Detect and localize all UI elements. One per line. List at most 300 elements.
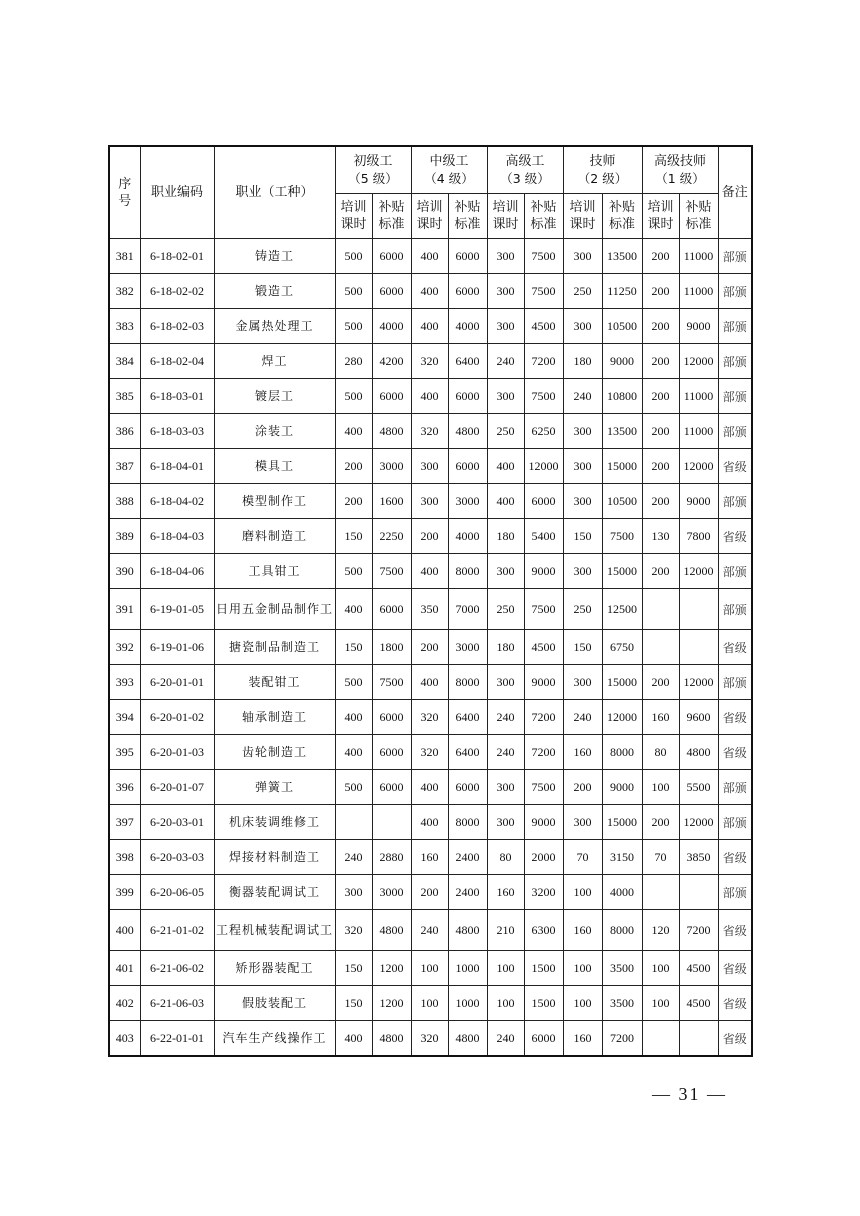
subsidy-cell: 6000	[372, 379, 411, 414]
table-row	[109, 630, 752, 665]
training-hours-cell: 200	[642, 665, 679, 700]
table-row	[109, 519, 752, 554]
training-hours-cell: 400	[411, 379, 448, 414]
row-occupation: 模具工	[214, 449, 335, 484]
training-hours-cell: 200	[563, 770, 602, 805]
row-note: 部颁	[718, 379, 752, 414]
subsidy-cell	[679, 630, 718, 665]
training-hours-cell: 240	[487, 1021, 524, 1057]
training-hours-cell: 400	[411, 239, 448, 274]
row-seq: 392	[109, 630, 140, 665]
subsidy-cell: 7000	[448, 589, 487, 630]
training-hours-cell: 320	[411, 735, 448, 770]
header-training-hours: 培训 课时	[335, 194, 372, 239]
training-hours-cell: 250	[487, 414, 524, 449]
row-code: 6-19-01-06	[140, 630, 214, 665]
training-hours-cell: 300	[487, 665, 524, 700]
row-seq: 390	[109, 554, 140, 589]
subsidy-cell: 8000	[602, 735, 642, 770]
subsidy-cell: 8000	[448, 665, 487, 700]
row-occupation: 装配钳工	[214, 665, 335, 700]
training-hours-cell: 240	[563, 379, 602, 414]
training-hours-cell: 250	[487, 589, 524, 630]
subsidy-cell: 12000	[679, 554, 718, 589]
training-hours-cell: 200	[411, 875, 448, 910]
training-hours-cell: 240	[335, 840, 372, 875]
header-seq: 序 号	[109, 146, 140, 239]
training-hours-cell: 300	[487, 770, 524, 805]
occupation-subsidy-table	[108, 145, 753, 1057]
subsidy-cell: 1000	[448, 986, 487, 1021]
subsidy-cell: 4800	[372, 1021, 411, 1057]
row-code: 6-18-03-01	[140, 379, 214, 414]
subsidy-cell: 6000	[448, 449, 487, 484]
subsidy-cell: 10500	[602, 309, 642, 344]
training-hours-cell: 280	[335, 344, 372, 379]
row-code: 6-18-02-02	[140, 274, 214, 309]
level-name: 中级工	[429, 154, 469, 169]
header-subsidy-standard: 补贴 标准	[679, 194, 718, 239]
subsidy-cell: 13500	[602, 414, 642, 449]
page-number: — 31 —	[652, 1084, 727, 1104]
level-grade: （1 级）	[655, 171, 705, 186]
training-hours-cell: 250	[563, 589, 602, 630]
subsidy-cell: 2250	[372, 519, 411, 554]
subsidy-cell: 6000	[372, 735, 411, 770]
subsidy-cell: 7200	[524, 700, 563, 735]
subsidy-cell	[372, 805, 411, 840]
row-note: 省级	[718, 951, 752, 986]
subsidy-cell: 3500	[602, 951, 642, 986]
training-hours-cell: 100	[563, 951, 602, 986]
subsidy-cell: 3000	[448, 484, 487, 519]
training-hours-cell: 200	[335, 449, 372, 484]
training-hours-cell: 150	[563, 630, 602, 665]
subsidy-cell: 15000	[602, 665, 642, 700]
subsidy-cell: 4000	[448, 519, 487, 554]
training-hours-cell: 320	[335, 910, 372, 951]
subsidy-cell: 2880	[372, 840, 411, 875]
row-code: 6-19-01-05	[140, 589, 214, 630]
training-hours-cell: 240	[411, 910, 448, 951]
training-hours-cell: 500	[335, 554, 372, 589]
subsidy-cell: 12500	[602, 589, 642, 630]
training-hours-cell: 300	[411, 449, 448, 484]
subsidy-cell: 1800	[372, 630, 411, 665]
header-level-4	[411, 146, 487, 194]
training-hours-cell: 320	[411, 344, 448, 379]
row-occupation: 假肢装配工	[214, 986, 335, 1021]
row-occupation: 日用五金制品制作工	[214, 589, 335, 630]
subsidy-cell: 7500	[602, 519, 642, 554]
training-hours-cell: 200	[642, 309, 679, 344]
training-hours-cell: 400	[411, 805, 448, 840]
table-row	[109, 589, 752, 630]
row-seq: 385	[109, 379, 140, 414]
table-row	[109, 770, 752, 805]
training-hours-cell: 240	[487, 735, 524, 770]
level-grade: （2 级）	[577, 171, 628, 186]
table-row	[109, 449, 752, 484]
row-note: 部颁	[718, 414, 752, 449]
subsidy-cell: 4000	[372, 309, 411, 344]
table-row	[109, 1021, 752, 1057]
training-hours-cell: 400	[335, 700, 372, 735]
row-code: 6-20-06-05	[140, 875, 214, 910]
subsidy-cell: 9000	[524, 665, 563, 700]
subsidy-cell: 6000	[372, 239, 411, 274]
row-note: 部颁	[718, 875, 752, 910]
training-hours-cell: 200	[642, 414, 679, 449]
subsidy-cell: 1200	[372, 951, 411, 986]
training-hours-cell: 300	[411, 484, 448, 519]
subsidy-cell: 3200	[524, 875, 563, 910]
row-seq: 399	[109, 875, 140, 910]
row-code: 6-21-06-03	[140, 986, 214, 1021]
row-seq: 384	[109, 344, 140, 379]
subsidy-cell: 4500	[679, 986, 718, 1021]
subsidy-cell: 6000	[448, 379, 487, 414]
subsidy-cell: 7200	[602, 1021, 642, 1057]
row-occupation: 涂装工	[214, 414, 335, 449]
training-hours-cell: 300	[487, 274, 524, 309]
subsidy-cell: 8000	[602, 910, 642, 951]
subsidy-cell: 6750	[602, 630, 642, 665]
training-hours-cell: 400	[411, 274, 448, 309]
row-occupation: 焊工	[214, 344, 335, 379]
subsidy-cell: 6000	[448, 770, 487, 805]
row-seq: 386	[109, 414, 140, 449]
row-occupation: 工程机械装配调试工	[214, 910, 335, 951]
table-row	[109, 344, 752, 379]
row-code: 6-18-04-06	[140, 554, 214, 589]
training-hours-cell: 160	[563, 735, 602, 770]
row-occupation: 搪瓷制品制造工	[214, 630, 335, 665]
row-occupation: 磨料制造工	[214, 519, 335, 554]
training-hours-cell: 500	[335, 379, 372, 414]
header-note: 备注	[718, 146, 752, 239]
table-row	[109, 805, 752, 840]
training-hours-cell: 200	[642, 554, 679, 589]
row-code: 6-18-02-01	[140, 239, 214, 274]
training-hours-cell: 400	[335, 735, 372, 770]
subsidy-cell: 6000	[524, 484, 563, 519]
table-row	[109, 239, 752, 274]
row-seq: 400	[109, 910, 140, 951]
level-grade: （4 级）	[424, 171, 474, 186]
training-hours-cell: 210	[487, 910, 524, 951]
row-code: 6-18-02-04	[140, 344, 214, 379]
training-hours-cell	[642, 875, 679, 910]
table-row	[109, 554, 752, 589]
training-hours-cell: 200	[642, 484, 679, 519]
subsidy-cell: 2400	[448, 840, 487, 875]
level-grade: （3 级）	[500, 171, 550, 186]
training-hours-cell: 400	[411, 770, 448, 805]
subsidy-cell: 13500	[602, 239, 642, 274]
training-hours-cell: 150	[335, 630, 372, 665]
subsidy-cell: 7500	[524, 379, 563, 414]
subsidy-cell: 12000	[679, 344, 718, 379]
subsidy-cell: 3850	[679, 840, 718, 875]
subsidy-cell: 9000	[602, 344, 642, 379]
row-code: 6-20-03-03	[140, 840, 214, 875]
row-occupation: 模型制作工	[214, 484, 335, 519]
row-note: 部颁	[718, 274, 752, 309]
subsidy-cell: 1600	[372, 484, 411, 519]
subsidy-cell: 4800	[448, 910, 487, 951]
training-hours-cell: 300	[487, 239, 524, 274]
subsidy-cell: 5400	[524, 519, 563, 554]
subsidy-cell: 9000	[524, 805, 563, 840]
table-row	[109, 875, 752, 910]
header-level-2	[563, 146, 642, 194]
header-occupation: 职业（工种）	[214, 146, 335, 239]
training-hours-cell: 120	[642, 910, 679, 951]
table-row	[109, 986, 752, 1021]
subsidy-cell: 4000	[448, 309, 487, 344]
subsidy-cell: 6000	[448, 239, 487, 274]
subsidy-cell: 6000	[448, 274, 487, 309]
row-code: 6-20-01-02	[140, 700, 214, 735]
training-hours-cell: 100	[563, 875, 602, 910]
training-hours-cell: 400	[411, 554, 448, 589]
subsidy-cell: 1200	[372, 986, 411, 1021]
training-hours-cell: 100	[642, 986, 679, 1021]
subsidy-cell: 6000	[372, 589, 411, 630]
subsidy-cell: 11000	[679, 414, 718, 449]
row-note: 省级	[718, 700, 752, 735]
subsidy-cell: 7500	[524, 589, 563, 630]
training-hours-cell: 150	[335, 519, 372, 554]
subsidy-cell: 6000	[372, 770, 411, 805]
row-seq: 387	[109, 449, 140, 484]
header-subsidy-standard: 补贴 标准	[524, 194, 563, 239]
subsidy-cell: 7200	[679, 910, 718, 951]
row-seq: 401	[109, 951, 140, 986]
subsidy-cell: 6250	[524, 414, 563, 449]
training-hours-cell: 300	[487, 805, 524, 840]
table-row	[109, 379, 752, 414]
subsidy-cell: 1500	[524, 951, 563, 986]
subsidy-cell: 6000	[524, 1021, 563, 1057]
table-row	[109, 840, 752, 875]
row-note: 部颁	[718, 589, 752, 630]
subsidy-cell: 4200	[372, 344, 411, 379]
subsidy-cell: 6400	[448, 344, 487, 379]
subsidy-cell: 9000	[602, 770, 642, 805]
training-hours-cell: 100	[487, 951, 524, 986]
subsidy-cell: 11000	[679, 239, 718, 274]
row-note: 部颁	[718, 805, 752, 840]
row-seq: 394	[109, 700, 140, 735]
row-code: 6-21-06-02	[140, 951, 214, 986]
subsidy-cell: 4800	[448, 1021, 487, 1057]
training-hours-cell	[642, 589, 679, 630]
row-code: 6-20-01-01	[140, 665, 214, 700]
subsidy-cell: 7200	[524, 344, 563, 379]
row-seq: 397	[109, 805, 140, 840]
row-code: 6-21-01-02	[140, 910, 214, 951]
header-training-hours: 培训 课时	[411, 194, 448, 239]
level-name: 技师	[589, 154, 616, 169]
row-note: 部颁	[718, 554, 752, 589]
training-hours-cell: 400	[335, 414, 372, 449]
training-hours-cell: 70	[642, 840, 679, 875]
training-hours-cell: 200	[335, 484, 372, 519]
row-note: 省级	[718, 840, 752, 875]
header-subsidy-standard: 补贴 标准	[448, 194, 487, 239]
row-occupation: 弹簧工	[214, 770, 335, 805]
header-level-3	[487, 146, 563, 194]
subsidy-cell: 7500	[372, 665, 411, 700]
row-occupation: 机床装调维修工	[214, 805, 335, 840]
row-note: 部颁	[718, 344, 752, 379]
training-hours-cell: 320	[411, 1021, 448, 1057]
row-seq: 402	[109, 986, 140, 1021]
training-hours-cell: 400	[411, 309, 448, 344]
training-hours-cell: 240	[487, 344, 524, 379]
row-seq: 383	[109, 309, 140, 344]
subsidy-cell: 15000	[602, 805, 642, 840]
subsidy-cell: 3000	[372, 449, 411, 484]
training-hours-cell: 300	[563, 665, 602, 700]
row-seq: 393	[109, 665, 140, 700]
training-hours-cell: 300	[563, 239, 602, 274]
training-hours-cell: 200	[642, 344, 679, 379]
subsidy-cell: 9000	[524, 554, 563, 589]
training-hours-cell: 200	[642, 239, 679, 274]
subsidy-cell	[679, 1021, 718, 1057]
subsidy-cell: 10800	[602, 379, 642, 414]
subsidy-cell: 8000	[448, 554, 487, 589]
row-note: 省级	[718, 630, 752, 665]
training-hours-cell: 250	[563, 274, 602, 309]
row-occupation: 工具钳工	[214, 554, 335, 589]
training-hours-cell: 160	[487, 875, 524, 910]
level-name: 高级工	[505, 154, 545, 169]
subsidy-cell: 4800	[372, 910, 411, 951]
subsidy-cell: 7500	[524, 239, 563, 274]
table-row	[109, 700, 752, 735]
training-hours-cell: 300	[335, 875, 372, 910]
subsidy-cell: 15000	[602, 554, 642, 589]
subsidy-cell: 7800	[679, 519, 718, 554]
level-name: 初级工	[353, 154, 393, 169]
training-hours-cell	[642, 1021, 679, 1057]
row-code: 6-18-04-01	[140, 449, 214, 484]
header-training-hours: 培训 课时	[487, 194, 524, 239]
training-hours-cell: 200	[642, 805, 679, 840]
subsidy-cell: 12000	[524, 449, 563, 484]
training-hours-cell: 100	[563, 986, 602, 1021]
row-seq: 391	[109, 589, 140, 630]
training-hours-cell: 100	[487, 986, 524, 1021]
training-hours-cell: 200	[642, 274, 679, 309]
training-hours-cell: 100	[642, 770, 679, 805]
row-code: 6-18-04-03	[140, 519, 214, 554]
subsidy-cell: 4000	[602, 875, 642, 910]
row-note: 省级	[718, 449, 752, 484]
training-hours-cell: 300	[563, 554, 602, 589]
subsidy-cell: 3150	[602, 840, 642, 875]
row-seq: 398	[109, 840, 140, 875]
row-seq: 389	[109, 519, 140, 554]
row-note: 部颁	[718, 309, 752, 344]
training-hours-cell: 300	[563, 414, 602, 449]
training-hours-cell: 320	[411, 700, 448, 735]
header-code: 职业编码	[140, 146, 214, 239]
row-note: 省级	[718, 986, 752, 1021]
training-hours-cell: 160	[642, 700, 679, 735]
training-hours-cell: 150	[335, 986, 372, 1021]
row-seq: 403	[109, 1021, 140, 1057]
row-code: 6-22-01-01	[140, 1021, 214, 1057]
row-occupation: 镀层工	[214, 379, 335, 414]
subsidy-cell: 3000	[372, 875, 411, 910]
row-occupation: 焊接材料制造工	[214, 840, 335, 875]
subsidy-cell: 7200	[524, 735, 563, 770]
training-hours-cell: 150	[335, 951, 372, 986]
row-note: 省级	[718, 519, 752, 554]
header-training-hours: 培训 课时	[563, 194, 602, 239]
training-hours-cell: 130	[642, 519, 679, 554]
training-hours-cell: 80	[642, 735, 679, 770]
training-hours-cell: 400	[335, 1021, 372, 1057]
row-occupation: 金属热处理工	[214, 309, 335, 344]
training-hours-cell: 300	[487, 554, 524, 589]
training-hours-cell: 500	[335, 274, 372, 309]
subsidy-cell: 12000	[679, 805, 718, 840]
subsidy-cell: 2000	[524, 840, 563, 875]
training-hours-cell: 100	[411, 951, 448, 986]
training-hours-cell: 300	[563, 484, 602, 519]
row-occupation: 矫形器装配工	[214, 951, 335, 986]
subsidy-cell: 7500	[524, 274, 563, 309]
row-code: 6-18-03-03	[140, 414, 214, 449]
row-code: 6-18-04-02	[140, 484, 214, 519]
subsidy-cell: 6400	[448, 700, 487, 735]
subsidy-cell: 5500	[679, 770, 718, 805]
training-hours-cell: 180	[487, 519, 524, 554]
training-hours-cell: 500	[335, 665, 372, 700]
subsidy-cell: 11000	[679, 379, 718, 414]
level-name: 高级技师	[653, 154, 706, 169]
training-hours-cell: 100	[411, 986, 448, 1021]
training-hours-cell: 200	[411, 630, 448, 665]
training-hours-cell: 200	[642, 379, 679, 414]
table-row	[109, 735, 752, 770]
training-hours-cell: 160	[563, 910, 602, 951]
table-header	[109, 146, 752, 239]
training-hours-cell: 500	[335, 770, 372, 805]
training-hours-cell: 100	[642, 951, 679, 986]
training-hours-cell: 160	[563, 1021, 602, 1057]
subsidy-cell: 9600	[679, 700, 718, 735]
subsidy-cell: 11000	[679, 274, 718, 309]
header-subsidy-standard: 补贴 标准	[602, 194, 642, 239]
training-hours-cell: 180	[487, 630, 524, 665]
training-hours-cell: 500	[335, 309, 372, 344]
subsidy-cell: 2400	[448, 875, 487, 910]
table-row	[109, 951, 752, 986]
subsidy-cell: 4800	[448, 414, 487, 449]
header-level-5	[335, 146, 411, 194]
subsidy-cell: 4500	[679, 951, 718, 986]
row-seq: 396	[109, 770, 140, 805]
row-code: 6-20-01-07	[140, 770, 214, 805]
subsidy-cell	[679, 589, 718, 630]
